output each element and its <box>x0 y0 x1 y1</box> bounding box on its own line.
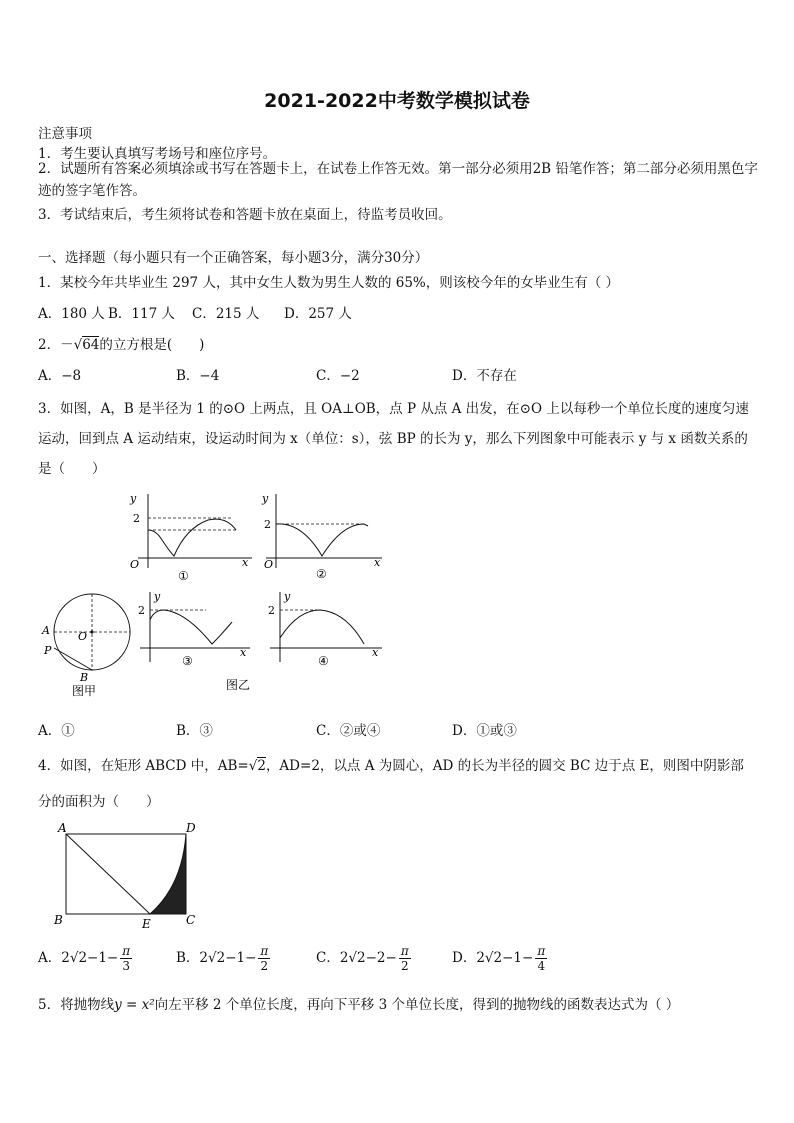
question-1-stem: 1．某校今年共毕业生 297 人，其中女生人数为男生人数的 65%，则该校今年的女毕业生有（ ） <box>38 275 620 291</box>
option-label: D． <box>452 950 477 966</box>
option-expr: 2√2−1− <box>199 950 257 966</box>
question-3-line-1: 3．如图，A，B 是半径为 1 的⊙O 上两点，且 OA⊥OB，点 P 从点 A 出发，在⊙O 上以每秒一个单位长度的速度匀速 <box>38 401 749 417</box>
q4-line1-a: 4．如图，在矩形 ABCD 中，AB= <box>38 758 249 774</box>
rect-point-d: D <box>186 821 196 835</box>
rect-point-e: E <box>142 917 151 930</box>
page-title: 2021-2022中考数学模拟试卷 <box>264 90 530 112</box>
q2-option-b: B．−4 <box>176 368 220 384</box>
denominator: 3 <box>122 959 131 973</box>
q4-option-d <box>452 944 549 973</box>
numerator: π <box>122 944 131 958</box>
q2-option-c: C．−2 <box>316 368 360 384</box>
question-5-stem <box>38 993 679 1013</box>
origin-label: O <box>130 558 140 571</box>
tick-2-label: 2 <box>268 604 275 617</box>
axis-x-label: x <box>240 646 247 659</box>
numerator: π <box>400 944 409 958</box>
axis-x-label: x <box>374 556 381 569</box>
q5-formula: y = x² <box>114 997 155 1013</box>
q3-figure <box>36 488 396 700</box>
tick-2-label: 2 <box>264 518 271 531</box>
graph-1 <box>129 492 252 583</box>
q1-option-d: D．257 人 <box>284 306 352 322</box>
point-b-label: B <box>80 671 89 684</box>
q5-prefix: 5．将抛物线 <box>38 997 115 1013</box>
notice-item-2: 2．试题所有答案必须填涂或书写在答题卡上，在试卷上作答无效。第一部分必须用2B 铅笔作答；第二部分必须用黑色字迹的签字笔作答。 <box>38 161 758 199</box>
q3-option-b: B．③ <box>176 723 213 739</box>
question-4-line-2: 分的面积为（ ） <box>38 794 160 810</box>
q1-option-b: B．117 人 <box>108 306 175 322</box>
q2-radicand: 64 <box>82 337 100 353</box>
q3-option-c: C．②或④ <box>316 723 381 739</box>
graph-3-label: ③ <box>182 654 193 668</box>
fraction <box>120 944 132 973</box>
option-expr: 2√2−1− <box>476 950 534 966</box>
axis-y-label: y <box>130 492 137 505</box>
section-heading: 一、选择题（每小题只有一个正确答案，每小题3分，满分30分） <box>38 250 429 266</box>
q2-prefix: 2．－ <box>38 337 74 353</box>
option-label: B． <box>176 950 200 966</box>
point-a-label: A <box>42 624 50 637</box>
q1-option-c: C．215 人 <box>192 306 260 322</box>
sqrt-symbol: √ <box>73 337 83 353</box>
numerator: π <box>260 944 269 958</box>
caption-right: 图乙 <box>226 678 251 692</box>
tick-2-label: 2 <box>138 604 145 617</box>
graph-2-label: ② <box>316 567 327 581</box>
axis-x-label: x <box>372 646 379 659</box>
q4-option-b <box>176 944 272 973</box>
option-label: C． <box>316 950 340 966</box>
caption-left: 图甲 <box>72 684 97 698</box>
fraction <box>399 944 411 973</box>
graph-1-label: ① <box>178 569 189 583</box>
q4-option-c <box>316 944 413 973</box>
q4-line1-b: ，AD=2，以点 A 为圆心，AD 的长为半径的圆交 BC 边于点 E，则图中阴影部 <box>265 758 744 774</box>
denominator: 2 <box>260 959 269 973</box>
q3-option-a: A．① <box>38 723 75 739</box>
axis-y-label: y <box>262 492 269 505</box>
question-2-stem <box>38 333 204 353</box>
rect-point-c: C <box>186 913 196 927</box>
graph-2 <box>261 492 382 581</box>
question-3-line-3: 是（ ） <box>38 461 106 477</box>
question-3-line-2: 运动，回到点 A 运动结束，设运动时间为 x（单位：s），弦 BP 的长为 y，那么下列图象中可能表示 y 与 x 函数关系的 <box>38 431 748 447</box>
numerator: π <box>537 944 546 958</box>
axis-x-label: x <box>242 556 249 569</box>
q3-option-d: D．①或③ <box>452 723 517 739</box>
origin-label: O <box>264 558 274 571</box>
axis-y-label: y <box>284 590 291 603</box>
q4-option-a <box>38 944 134 973</box>
question-4-line-1 <box>38 754 744 774</box>
notice-item-1: 1．考生要认真填写考场号和座位序号。 <box>38 146 277 162</box>
graph-4-label: ④ <box>318 654 329 668</box>
graph-3 <box>138 590 250 668</box>
fraction <box>535 944 547 973</box>
rect-point-b: B <box>54 913 63 927</box>
point-p-label: P <box>44 644 52 657</box>
q2-option-d: D．不存在 <box>452 368 517 384</box>
tick-2-label: 2 <box>133 512 140 525</box>
q4-figure <box>52 818 202 930</box>
graph-4 <box>268 590 382 668</box>
q2-option-a: A．−8 <box>38 368 82 384</box>
option-expr: 2√2−2− <box>339 950 397 966</box>
denominator: 4 <box>537 959 546 973</box>
denominator: 2 <box>400 959 409 973</box>
circle-figure <box>41 594 130 698</box>
q2-suffix: 的立方根是( ) <box>99 337 205 353</box>
q5-suffix: 向左平移 2 个单位长度，再向下平移 3 个单位长度，得到的抛物线的函数表达式为（ ） <box>154 997 680 1013</box>
notice-item-3: 3．考试结束后，考生须将试卷和答题卡放在桌面上，待监考员收回。 <box>38 207 452 223</box>
sqrt-symbol: √ <box>248 758 258 774</box>
q4-radicand: 2 <box>257 758 266 774</box>
q1-option-a: A．180 人 <box>38 306 105 322</box>
option-label: A． <box>38 950 62 966</box>
axis-y-label: y <box>154 590 161 603</box>
option-expr: 2√2−1− <box>61 950 119 966</box>
notice-heading: 注意事项 <box>38 126 92 142</box>
point-o-label: O <box>78 630 88 643</box>
rect-point-a: A <box>58 821 67 835</box>
fraction <box>258 944 270 973</box>
